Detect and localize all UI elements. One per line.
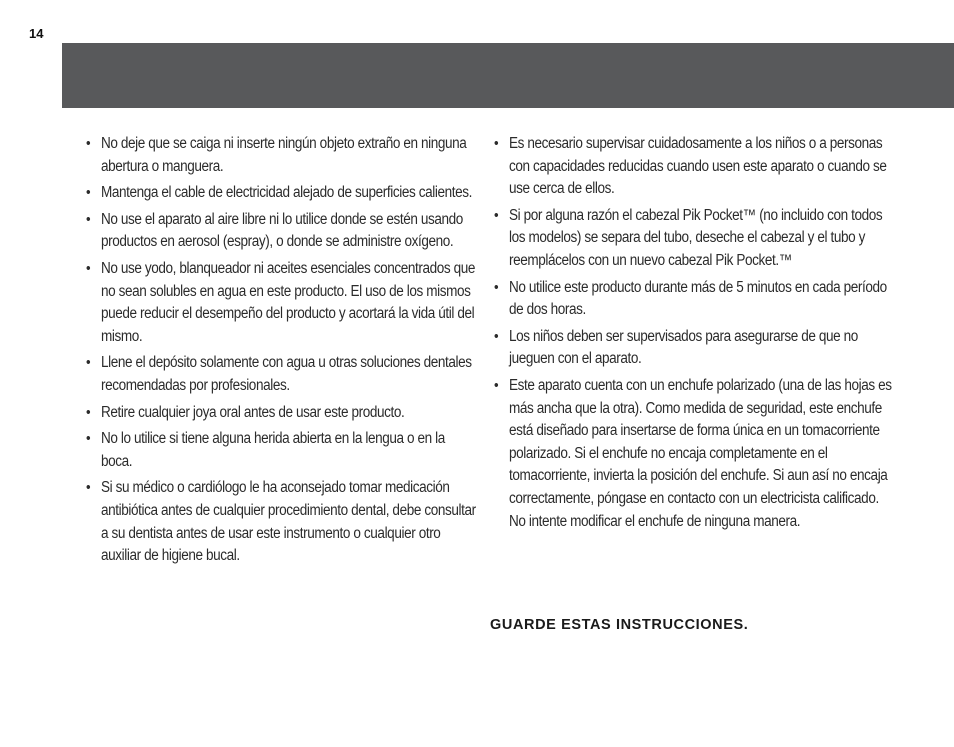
right-bullet-list: [494, 133, 892, 537]
list-item: • Si su médico o cardiólogo le ha aconsejado tomar medicación antibiótica antes de cualquier procedimiento dental, debe consultar a su dentista antes de usar este instrumento o cualquier otro auxiliar de higiene bucal.: [86, 477, 479, 567]
left-bullet-list: [86, 133, 476, 572]
list-item: • No use yodo, blanqueador ni aceites esenciales concentrados que no sean solubles en agua en este producto. El uso de los mismos puede reducir el desempeño del producto y acortará la vida útil del mismo.: [86, 258, 479, 348]
list-item: • Mantenga el cable de electricidad alejado de superficies calientes.: [86, 182, 479, 205]
header-bar: [62, 43, 954, 108]
list-item: • No utilice este producto durante más de 5 minutos en cada período de dos horas.: [494, 277, 892, 322]
list-item: • Este aparato cuenta con un enchufe polarizado (una de las hojas es más ancha que la otra). Como medida de seguridad, este enchufe está diseñado para insertarse de forma única en un tomacorriente polarizado. Si el enchufe no encaja completamente en el tomacorriente, invierta la posición del enchufe. Si aun así no encaja correctamente, póngase en contacto con un electricista calificado. No intente modificar el enchufe de ninguna manera.: [494, 375, 892, 533]
closing-heading: GUARDE ESTAS INSTRUCCIONES.: [490, 617, 749, 633]
list-item: • No use el aparato al aire libre ni lo utilice donde se estén usando productos en aerosol (espray), o donde se administre oxígeno.: [86, 209, 479, 254]
list-item: • Si por alguna razón el cabezal Pik Pocket™ (no incluido con todos los modelos) se separa del tubo, deseche el cabezal y el tubo y reemplácelos con un nuevo cabezal Pik Pocket.™: [494, 205, 892, 273]
list-item: • No deje que se caiga ni inserte ningún objeto extraño en ninguna abertura o manguera.: [86, 133, 479, 178]
page-number: 14: [29, 26, 44, 41]
list-item: • No lo utilice si tiene alguna herida abierta en la lengua o en la boca.: [86, 428, 479, 473]
list-item: • Llene el depósito solamente con agua u otras soluciones dentales recomendadas por profesionales.: [86, 352, 479, 397]
list-item: • Retire cualquier joya oral antes de usar este producto.: [86, 402, 479, 425]
list-item: • Es necesario supervisar cuidadosamente a los niños o a personas con capacidades reducidas cuando usen este aparato o cuando se use cerca de ellos.: [494, 133, 892, 201]
list-item: • Los niños deben ser supervisados para asegurarse de que no jueguen con el aparato.: [494, 326, 892, 371]
